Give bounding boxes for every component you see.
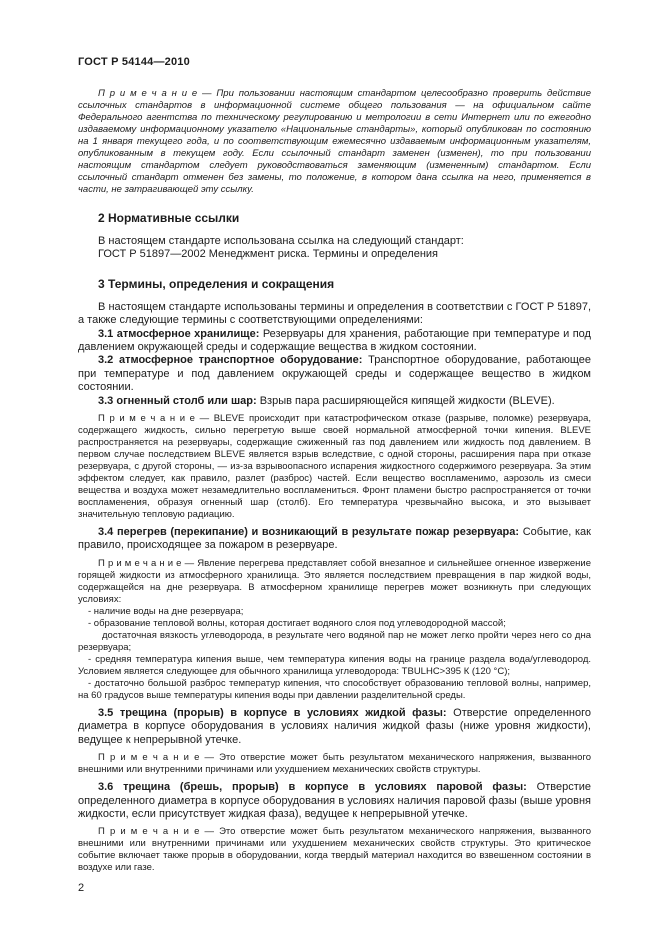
note-3-4-block <box>78 558 591 702</box>
document-code: ГОСТ Р 54144—2010 <box>78 56 190 68</box>
foreword-note: П р и м е ч а н и е — При пользовании настоящим стандартом целесообразно проверить действие ссылочных стандартов в информационной системе общего пользования — на официальном сайте Федерального агентства по техническому регулированию и метрологии в сети Интернет или по ежегодно издаваемому информационному указателю «Национальные стандарты», который опубликован по состоянию на 1 января текущего года, и по соответствующим ежемесячно издаваемым информационным указателям, опубликованным в текущем году. Если ссылочный стандарт заменен (изменен), то при пользовании настоящим стандартом следует руководствоваться заменяющим (измененным) стандартом. Если ссылочный стандарт отменен без замены, то положение, в котором дана ссылка на него, применяется в части, не затрагивающей эту ссылку. <box>78 88 591 195</box>
note-list-item: достаточная вязкость углеводорода, в результате чего водяной пар не может легко пройти через него со дна резервуара; <box>78 629 591 653</box>
term-3-1-lead: 3.1 атмосферное хранилище: <box>98 327 260 340</box>
term-3-4-definition: Событие, как правило, происходящее за пожаром в резервуаре. <box>78 526 591 552</box>
note-3-3-block <box>78 413 591 521</box>
term-3-5-definition: Отверстие определенного диаметра в корпусе оборудования в условиях наличия жидкой фазы (ниже уровня жидкости), ведущее к непрерывной утечке. <box>78 706 591 746</box>
term-3-3-definition: Взрыв пара расширяющейся кипящей жидкости (BLEVE). <box>259 394 555 407</box>
note-list-item: - образование тепловой волны, которая достигает водяного слоя под углеводородной массой; <box>88 617 506 629</box>
term-3-4 <box>78 526 591 553</box>
note-3-5: П р и м е ч а н и е — Это отверстие может быть результатом механического напряжения, вызванного внешними или внутренними причинами или ухудшением механических свойств структуры. <box>78 752 591 776</box>
note-3-6: П р и м е ч а н и е — Это отверстие может быть результатом механического напряжения, вызванного внешними или внутренними причинами или ухудшением механических свойств структуры. Это критическое событие включает также прорыв в оборудовании, когда твердый материал находится во взвешенном состоянии в воздухе или газе. <box>78 826 591 874</box>
term-3-3 <box>78 395 591 408</box>
note-3-4-intro: П р и м е ч а н и е — Явление перегрева представляет собой внезапное и сильнейшее огненное извержение горящей жидкости из атмосферного хранилища. Это является последствием превращения в пар жидкой воды, содержащейся на дне резервуара. В атмосферном хранилище перегрев может возникнуть при следующих условиях: <box>78 557 591 605</box>
term-3-3-lead: 3.3 огненный столб или шар: <box>98 394 257 407</box>
page-number: 2 <box>78 882 85 894</box>
section-2-heading: 2 Нормативные ссылки <box>98 211 240 225</box>
term-3-2 <box>78 354 591 394</box>
term-3-6 <box>78 781 591 821</box>
section-3-intro: В настоящем стандарте использованы термины и определения в соответствии с ГОСТ Р 51897, а также следующие термины с соответствующими определениями: <box>78 300 591 327</box>
note-list-item: - средняя температура кипения выше, чем температура кипения воды на границе раздела вода/углеводород. Условием является следующее для обычного хранилища углеводорода: TBULHC>395 К (120 °C); <box>78 653 591 677</box>
section-3-heading: 3 Термины, определения и сокращения <box>98 276 335 291</box>
term-3-4-lead: 3.4 перегрев (перекипание) и возникающий в результате пожар резервуара: <box>98 526 520 539</box>
note-3-3: П р и м е ч а н и е — BLEVE происходит при катастрофическом отказе (разрыве, поломке) резервуара, содержащего жидкость, сильно перегретую выше своей нормальной атмосферной точки кипения. BLEVE распространяется на резервуары, содержащие сжиженный газ под давлением или жидкость под давлением. В первом случае последствием BLEVE является взрыв вследствие, с одной стороны, расширения пара при отказе резервуара, с другой стороны, — из-за взрывоопасного испарения жидкостного содержимого резервуара. За этим эффектом следует, как правило, разлет (разброс) частей. Если вещество воспламенимо, аэрозоль из смеси вещества и воздуха может незамедлительно воспламениться. Фронт пламени быстро распространяется от точки воспламенения, образуя огненный шар (столб). Его температура чрезвычайно высока, и это вызывает значительную тепловую радиацию. <box>78 413 591 521</box>
term-3-6-definition: Отверстие определенного диаметра в корпусе оборудования в условиях наличия паровой фазы (выше уровня жидкости, если присутствует жидкая фаза), ведущее к непрерывной утечке. <box>78 781 591 820</box>
note-3-5-block <box>78 752 591 776</box>
term-3-1-definition: Резервуары для хранения, работающие при температуре и под давлением окружающей среды и содержащие вещества в жидком состоянии. <box>78 327 591 354</box>
note-list-item: - наличие воды на дне резервуара; <box>88 605 244 617</box>
section-2-paragraph: В настоящем стандарте использована ссылка на следующий стандарт: <box>98 235 464 247</box>
term-3-5-lead: 3.5 трещина (прорыв) в корпусе в условиях жидкой фазы: <box>98 706 447 719</box>
term-3-6-lead: 3.6 трещина (брешь, прорыв) в корпусе в условиях паровой фазы: <box>98 781 527 794</box>
section-2-reference: ГОСТ Р 51897—2002 Менеджмент риска. Термины и определения <box>98 248 439 261</box>
note-3-6-block <box>78 826 591 874</box>
term-3-5 <box>78 707 591 747</box>
note-list-item: - достаточно большой разброс температур кипения, что способствует образованию тепловой волны, например, на 60 градусов выше температуры кипения воды при давлении разделительной среды. <box>78 677 591 701</box>
term-3-1 <box>78 328 591 355</box>
term-3-2-definition: Транспортное оборудование, работающее при температуре и под давлением окружающей среды и содержащее вещество в жидком состоянии. <box>78 354 592 394</box>
term-3-2-lead: 3.2 атмосферное транспортное оборудование: <box>98 354 363 367</box>
